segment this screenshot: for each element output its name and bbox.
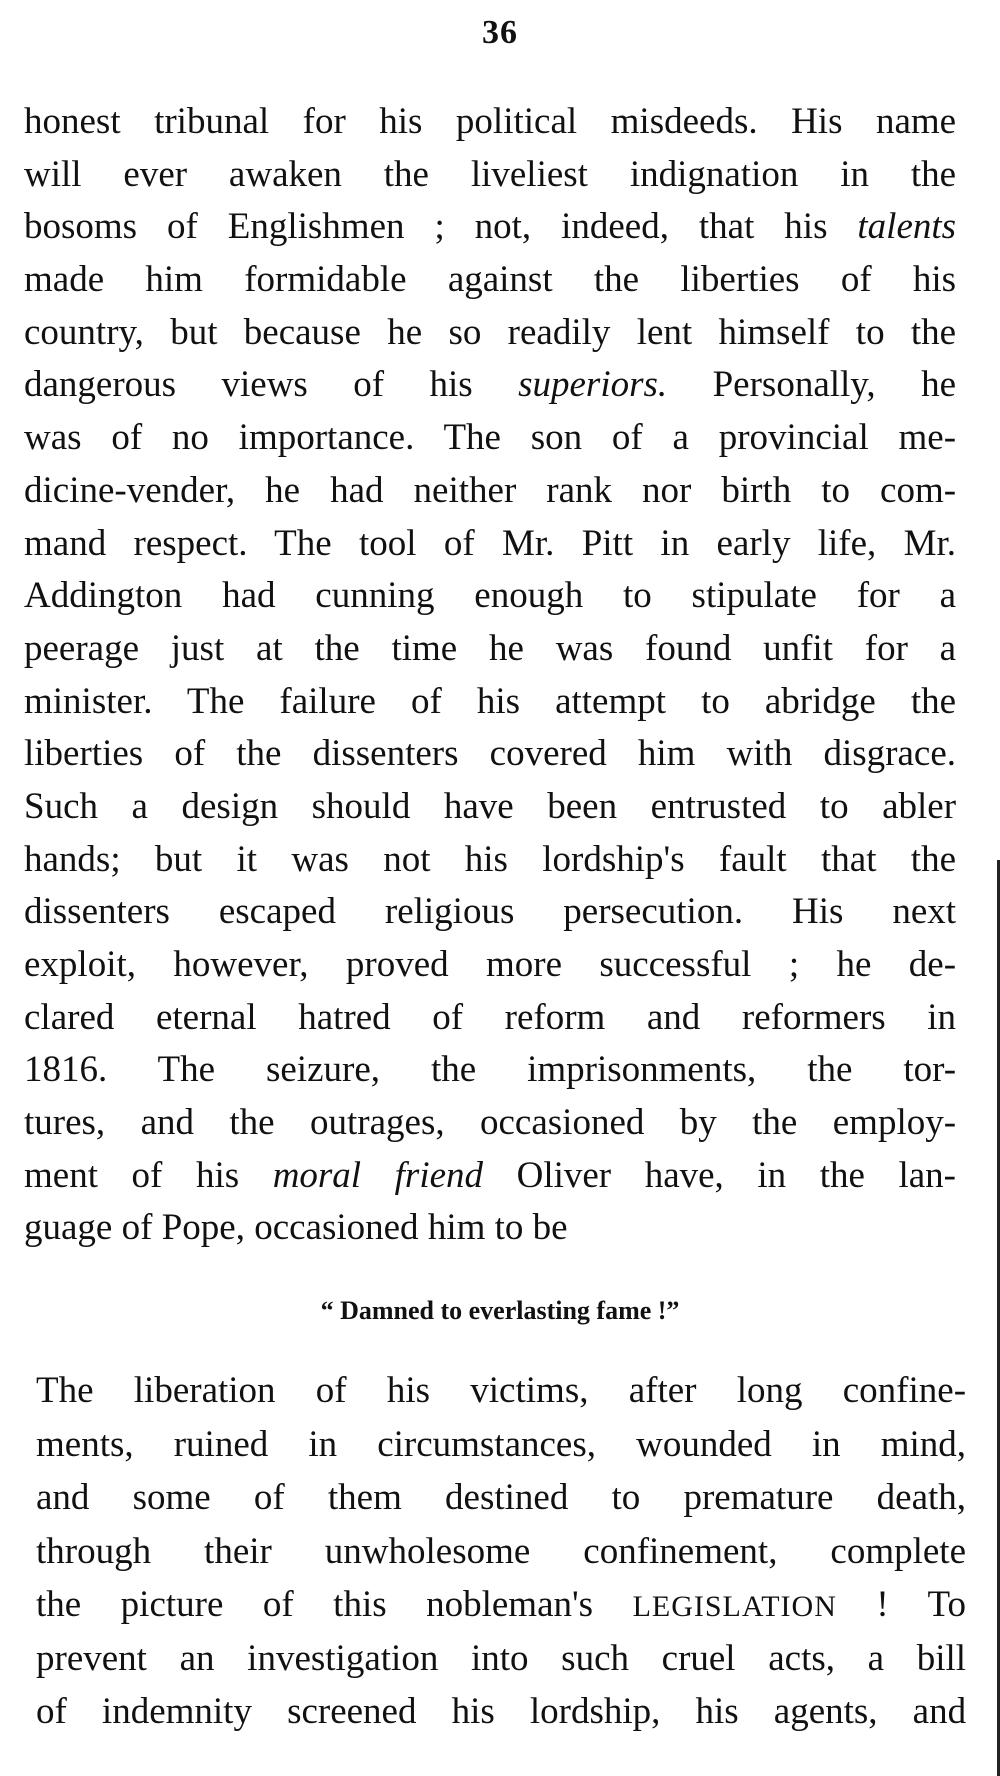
paragraph-one xyxy=(24,96,956,1255)
text-line: tures, and the outrages, occasioned by the employ- xyxy=(24,1102,956,1144)
text-line: hands; but it was not his lordship's fault that the xyxy=(24,838,956,880)
text-line: the picture of this nobleman's LEGISLATION ! To xyxy=(36,1584,966,1625)
text-line: and some of them destined to premature death, xyxy=(36,1477,966,1518)
text-line: dangerous views of his superiors. Personally, he xyxy=(24,364,956,406)
text-line: dicine-vender, he had neither rank nor birth to com- xyxy=(24,469,956,511)
text-line: prevent an investigation into such cruel acts, a bill xyxy=(36,1637,966,1679)
text-line: minister. The failure of his attempt to abridge the xyxy=(24,680,956,722)
text-line: ment of his moral friend Oliver have, in the lan- xyxy=(24,1154,956,1196)
text-line: ments, ruined in circumstances, wounded in mind, xyxy=(36,1423,966,1465)
text-line: Such a design should have been entrusted to abler xyxy=(24,785,956,827)
text-line: made him formidable against the liberties of his xyxy=(24,259,956,301)
text-line: through their unwholesome confinement, complete xyxy=(36,1530,966,1572)
text-line: The liberation of his victims, after long confine- xyxy=(36,1370,966,1411)
text-line: liberties of the dissenters covered him with disgrace. xyxy=(24,733,956,775)
text-line: was of no importance. The son of a provincial me- xyxy=(24,417,956,459)
block-quote: “ Damned to everlasting fame !” xyxy=(320,1296,680,1325)
text-line: peerage just at the time he was found unfit for a xyxy=(24,627,956,669)
text-line: mand respect. The tool of Mr. Pitt in early life, Mr. xyxy=(24,522,956,564)
text-line: 1816. The seizure, the imprisonments, the tor- xyxy=(24,1049,956,1091)
text-line: bosoms of Englishmen ; not, indeed, that his talents xyxy=(24,206,956,248)
paragraph-two xyxy=(36,1364,966,1739)
text-line: will ever awaken the liveliest indignation in the xyxy=(24,153,956,195)
text-line: Addington had cunning enough to stipulate for a xyxy=(24,575,956,617)
text-line: country, but because he so readily lent himself to the xyxy=(24,311,956,353)
text-line: guage of Pope, occasioned him to be xyxy=(24,1207,568,1249)
text-line: of indemnity screened his lordship, his agents, and xyxy=(36,1691,966,1732)
page-number: 36 xyxy=(482,14,518,51)
text-line: dissenters escaped religious persecution. His next xyxy=(24,891,956,933)
text-line: clared eternal hatred of reform and reformers in xyxy=(24,996,956,1038)
text-line: honest tribunal for his political misdeeds. His name xyxy=(24,101,956,142)
text-line: exploit, however, proved more successful ; he de- xyxy=(24,944,956,985)
